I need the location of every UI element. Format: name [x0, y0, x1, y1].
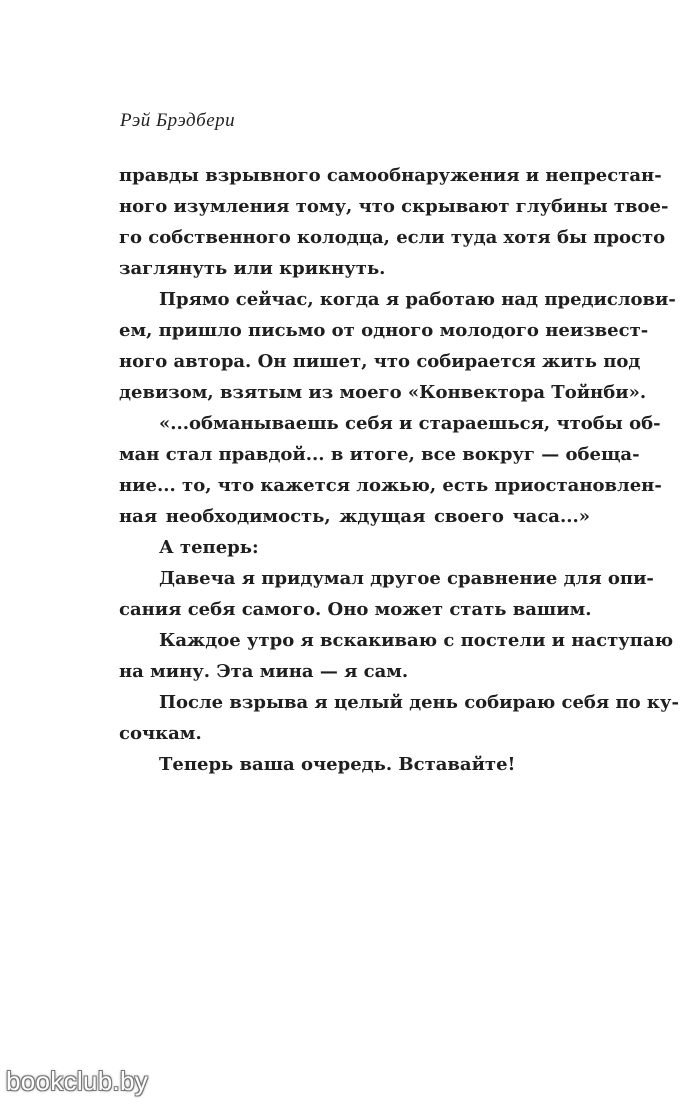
quote-line: ман стал правдой... в итоге, все вокруг — обеща-	[119, 444, 640, 465]
text-line: сочкам.	[119, 723, 202, 744]
text-line: Прямо сейчас, когда я работаю над предислови-	[159, 289, 676, 310]
text-line: девизом, взятым из моего «Конвектора Тойнби».	[119, 382, 647, 403]
text-line: на мину. Эта мина — я сам.	[119, 661, 409, 682]
text-line: ем, пришло письмо от одного молодого неизвест-	[119, 320, 649, 341]
text-line: ного автора. Он пишет, что собирается жить под	[119, 351, 641, 372]
watermark-logo: bookclub.by	[6, 1066, 149, 1096]
text-line: Каждое утро я вскакиваю с постели и наступаю	[159, 630, 674, 651]
text-line: ного изумления тому, что скрывают глубины твое-	[119, 196, 669, 217]
text-line: Теперь ваша очередь. Вставайте!	[159, 754, 516, 775]
running-head-author: Рэй Брэдбери	[120, 110, 236, 131]
text-line: правды взрывного самообнаружения и непрестан-	[119, 165, 662, 186]
quote-line: «...обманываешь себя и стараешься, чтобы об-	[159, 413, 661, 434]
text-line: После взрыва я целый день собираю себя по ку-	[159, 692, 679, 713]
text-line: А теперь:	[159, 537, 259, 558]
text-line: го собственного колодца, если туда хотя бы просто	[119, 227, 666, 248]
text-line: Давеча я придумал другое сравнение для опи-	[159, 568, 654, 589]
page-body-text	[119, 160, 679, 780]
quote-line: ная необходимость, ждущая своего часа...»	[119, 506, 590, 527]
text-line: сания себя самого. Оно может стать вашим.	[119, 599, 592, 620]
quote-line: ние... то, что кажется ложью, есть приостановлен-	[119, 475, 662, 496]
text-line: заглянуть или крикнуть.	[119, 258, 386, 279]
